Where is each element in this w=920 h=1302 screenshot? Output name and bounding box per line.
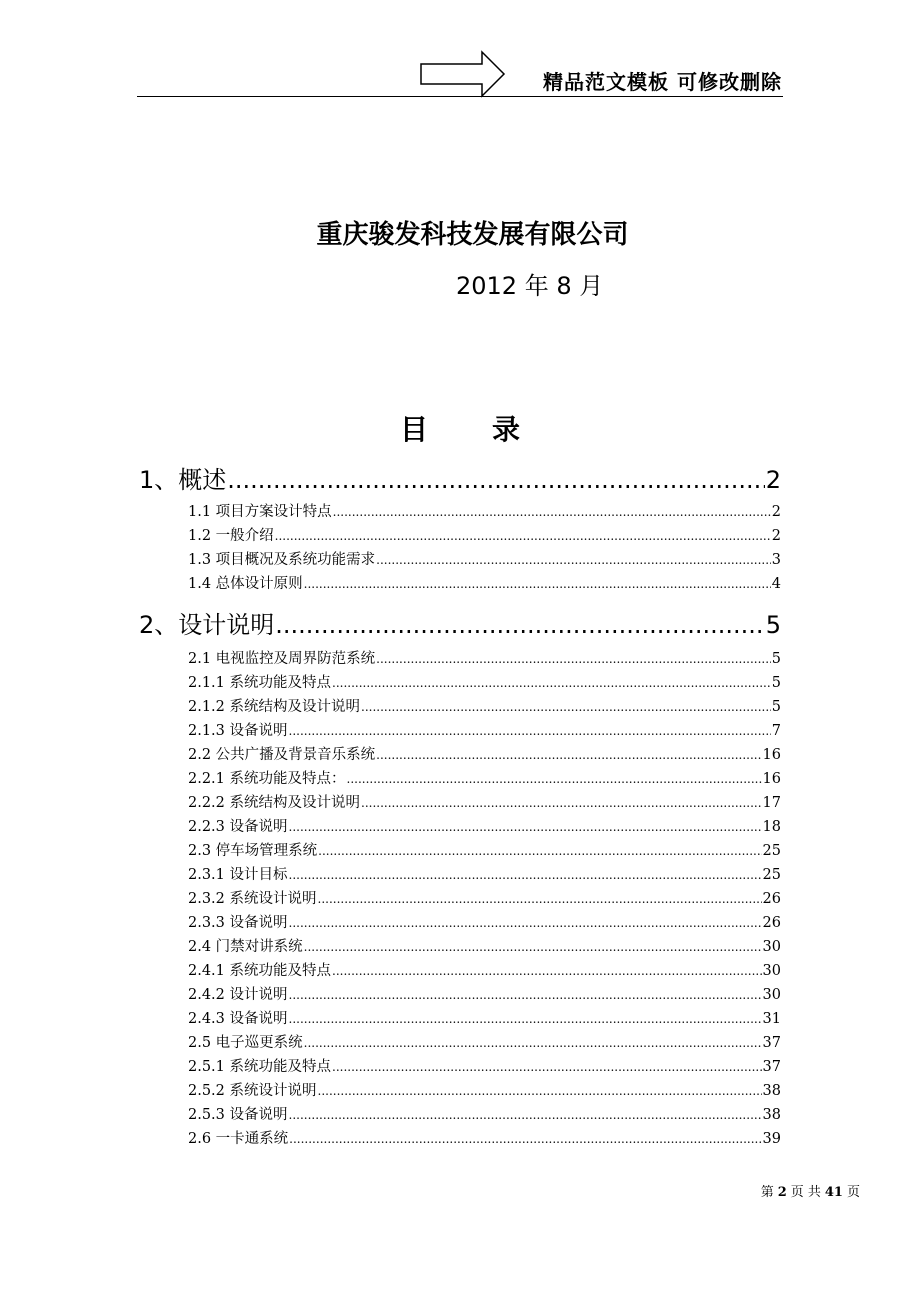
toc-chapter-entry[interactable] [139,605,781,640]
toc-entry-label: 1.4 总体设计原则 [188,576,303,592]
toc-entry-label: 2.2.3 设备说明 [188,819,288,835]
toc-entry-page: 30 [762,939,781,955]
toc-dot-leader [376,553,771,567]
toc-dot-leader [289,1012,762,1026]
toc-section-entry[interactable] [188,791,781,812]
toc-entry-page: 2 [771,528,781,544]
toc-entry-label: 1.3 项目概况及系统功能需求 [188,552,376,568]
toc-entry-label: 2.1.2 系统结构及设计说明 [188,699,361,715]
toc-entry-label: 2.4 门禁对讲系统 [188,939,303,955]
toc-section-entry[interactable] [188,839,781,860]
toc-dot-leader [304,1036,762,1050]
toc-entry-label: 2.6 一卡通系统 [188,1131,289,1147]
toc-dot-leader [332,676,771,690]
toc-section-entry[interactable] [188,887,781,908]
footer-total-pages: 41 [824,1185,843,1200]
toc-entry-page: 5 [771,699,781,715]
toc-dot-leader [347,772,762,786]
toc-entry-page: 39 [762,1131,781,1147]
toc-dot-leader [289,1132,761,1146]
toc-dot-leader [275,611,764,639]
toc-section-entry[interactable] [188,500,781,521]
toc-dot-leader [289,1108,762,1122]
toc-entry-label: 2.4.3 设备说明 [188,1011,288,1027]
toc-entry-label: 2.3.1 设计目标 [188,867,288,883]
toc-entry-label: 2.4.2 设计说明 [188,987,288,1003]
toc-entry-page: 18 [762,819,781,835]
toc-dot-leader [289,916,762,930]
toc-section-entry[interactable] [188,983,781,1004]
toc-entry-label: 2.5.1 系统功能及特点 [188,1059,332,1075]
toc-entry-label: 2.2 公共广播及背景音乐系统 [188,747,376,763]
toc-entry-page: 2 [771,504,781,520]
arrow-icon [420,50,506,98]
toc-dot-leader [304,940,762,954]
toc-dot-leader [376,748,761,762]
toc-dot-leader [318,892,762,906]
toc-entry-page: 16 [762,747,781,763]
toc-entry-page: 5 [771,651,781,667]
toc-entry-label: 2.5.2 系统设计说明 [188,1083,317,1099]
toc-entry-label: 1.1 项目方案设计特点 [188,504,332,520]
toc-entry-label: 2、设计说明 [139,611,275,639]
toc-entry-page: 5 [771,675,781,691]
toc-entry-label: 2.5 电子巡更系统 [188,1035,303,1051]
toc-section-entry[interactable] [188,959,781,980]
toc-section-entry[interactable] [188,1007,781,1028]
toc-section-entry[interactable] [188,743,781,764]
toc-section-entry[interactable] [188,1031,781,1052]
toc-entry-page: 2 [765,466,781,494]
toc-dot-leader [275,529,771,543]
toc-entry-page: 7 [771,723,781,739]
toc-entry-label: 1.2 一般介绍 [188,528,274,544]
toc-dot-leader [289,724,771,738]
toc-entry-label: 2.2.2 系统结构及设计说明 [188,795,361,811]
toc-dot-leader [361,700,771,714]
toc-entry-page: 31 [762,1011,781,1027]
toc-section-entry[interactable] [188,548,781,569]
toc-title: 目 录 [399,413,538,446]
company-name: 重庆骏发科技发展有限公司 [316,220,629,250]
toc-entry-label: 2.3 停车场管理系统 [188,843,318,859]
toc-entry-label: 2.3.2 系统设计说明 [188,891,317,907]
header-text: 精品范文模板 可修改删除 [543,70,782,94]
header-rule [137,96,783,97]
toc-section-entry[interactable] [188,1079,781,1100]
toc-entry-page: 17 [762,795,781,811]
toc-section-entry[interactable] [188,1103,781,1124]
toc-section-entry[interactable] [188,911,781,932]
toc-dot-leader [332,1060,762,1074]
toc-entry-page: 25 [762,867,781,883]
toc-section-entry[interactable] [188,863,781,884]
toc-entry-label: 1、概述 [139,466,227,494]
page-footer [761,1181,860,1200]
toc-section-entry[interactable] [188,767,781,788]
footer-suffix: 页 [846,1185,860,1200]
toc-entry-page: 37 [762,1059,781,1075]
toc-section-entry[interactable] [188,524,781,545]
cover-date: 2012 年 8 月 [456,272,604,300]
toc-dot-leader [227,466,764,494]
toc-entry-page: 30 [762,963,781,979]
footer-mid: 页 共 [790,1185,821,1200]
toc-entry-label: 2.5.3 设备说明 [188,1107,288,1123]
toc-entry-page: 30 [762,987,781,1003]
toc-dot-leader [333,505,771,519]
toc-entry-label: 2.2.1 系统功能及特点： [188,771,346,787]
toc-entry-label: 2.3.3 设备说明 [188,915,288,931]
toc-dot-leader [289,820,762,834]
toc-section-entry[interactable] [188,695,781,716]
toc-section-entry[interactable] [188,935,781,956]
toc-dot-leader [318,1084,762,1098]
toc-entry-page: 25 [762,843,781,859]
toc-dot-leader [289,868,762,882]
footer-page-number: 2 [777,1185,787,1200]
toc-entry-label: 2.1.3 设备说明 [188,723,288,739]
toc-section-entry[interactable] [188,572,781,593]
toc-dot-leader [332,964,762,978]
toc-entry-page: 37 [762,1035,781,1051]
toc-section-entry[interactable] [188,671,781,692]
toc-entry-label: 2.4.1 系统功能及特点 [188,963,332,979]
toc-section-entry[interactable] [188,647,781,668]
toc-entry-page: 38 [762,1107,781,1123]
toc-dot-leader [376,652,771,666]
toc-entry-page: 4 [771,576,781,592]
toc-section-entry[interactable] [188,815,781,836]
toc-entry-page: 38 [762,1083,781,1099]
toc-entry-label: 2.1.1 系统功能及特点 [188,675,332,691]
toc-section-entry[interactable] [188,1127,781,1148]
toc-entry-page: 5 [765,611,781,639]
toc-chapter-entry[interactable] [139,460,781,495]
toc-entry-page: 26 [762,891,781,907]
toc-entry-page: 3 [771,552,781,568]
toc-entry-label: 2.1 电视监控及周界防范系统 [188,651,376,667]
footer-prefix: 第 [760,1185,774,1200]
toc-dot-leader [289,988,762,1002]
toc-dot-leader [304,577,771,591]
toc-dot-leader [318,844,761,858]
toc-entry-page: 26 [762,915,781,931]
toc-section-entry[interactable] [188,1055,781,1076]
toc-dot-leader [361,796,762,810]
toc-entry-page: 16 [762,771,781,787]
toc-section-entry[interactable] [188,719,781,740]
